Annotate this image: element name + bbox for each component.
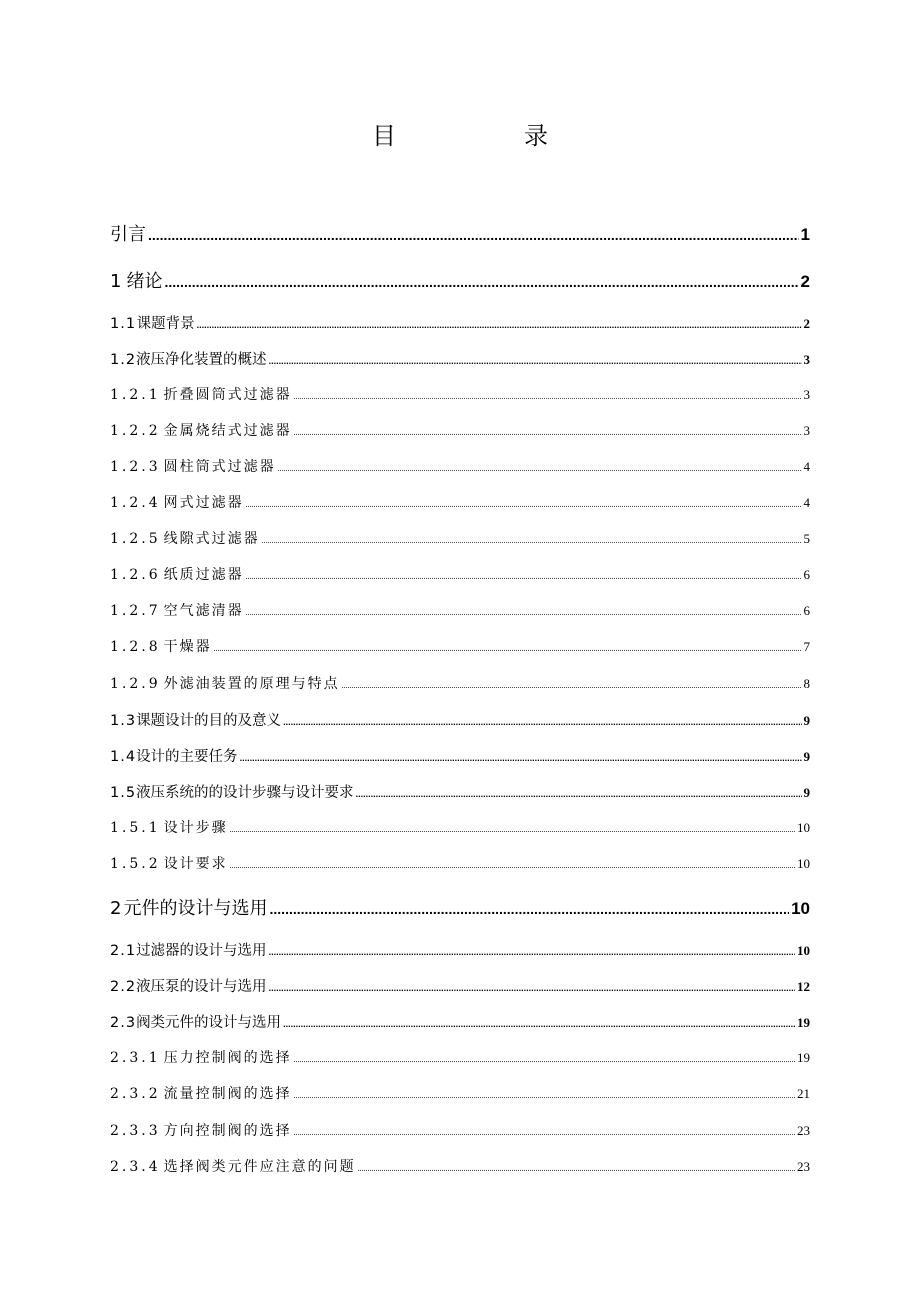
dot-leader — [294, 428, 802, 437]
toc-entry-number: 2.3.2 — [110, 1086, 161, 1102]
dot-leader — [278, 464, 802, 473]
toc-entry[interactable] — [110, 817, 810, 837]
toc-entry-title: 方向控制阀的选择 — [163, 1123, 292, 1139]
toc-entry-page: 6 — [803, 603, 810, 618]
toc-entry-page: 10 — [797, 943, 810, 958]
toc-entry-number: 1.2.3 — [110, 459, 161, 475]
toc-entry-page: 12 — [797, 979, 810, 994]
toc-entry-page: 9 — [803, 785, 810, 800]
dot-leader — [262, 536, 802, 545]
toc-entry-title: 空气滤清器 — [163, 603, 244, 619]
toc-entry[interactable] — [110, 348, 810, 369]
toc-entry-number: 2 — [110, 898, 122, 919]
dot-leader — [246, 608, 802, 617]
dot-leader — [283, 717, 801, 727]
dot-leader — [294, 392, 802, 401]
dot-leader — [246, 572, 802, 581]
toc-entry-number: 1.3 — [110, 713, 137, 729]
toc-entry[interactable] — [110, 709, 810, 730]
toc-entry-number: 1.2.5 — [110, 531, 161, 547]
toc-entry-page: 9 — [803, 713, 810, 728]
dot-leader — [230, 861, 795, 870]
toc-entry[interactable] — [110, 1047, 810, 1067]
toc-entry[interactable] — [110, 528, 810, 548]
toc-entry-page: 4 — [803, 495, 810, 510]
dot-leader — [294, 1128, 795, 1137]
toc-entry-title: 设计步骤 — [163, 820, 228, 836]
toc-entry[interactable] — [110, 1120, 810, 1140]
toc-entry-title: 流量控制阀的选择 — [163, 1086, 292, 1102]
toc-entry-page: 10 — [797, 820, 810, 835]
toc-entry-title: 纸质过滤器 — [163, 567, 244, 583]
dot-leader — [214, 644, 802, 653]
toc-entry-number: 1.2.4 — [110, 495, 161, 511]
toc-entry-number: 1.2.7 — [110, 603, 161, 619]
toc-entry-title: 液压系统的的设计步骤与设计要求 — [136, 785, 354, 801]
toc-entry-page: 21 — [797, 1086, 810, 1101]
toc-entry-number: 1.5 — [110, 785, 137, 801]
toc-entry-title: 网式过滤器 — [163, 495, 244, 511]
toc-entry[interactable] — [110, 975, 810, 996]
toc-entry-number: 2.3.3 — [110, 1123, 161, 1139]
toc-entry-number: 1.2.2 — [110, 423, 161, 439]
toc-entry-page: 10 — [797, 856, 810, 871]
toc-entry-page: 7 — [803, 639, 810, 654]
toc-entry[interactable] — [110, 673, 810, 693]
toc-entry-number: 1.5.1 — [110, 820, 161, 836]
toc-entry-page: 23 — [797, 1123, 810, 1138]
toc-entry-number: 1.2 — [110, 352, 137, 368]
dot-leader — [294, 1091, 795, 1100]
toc-entry[interactable] — [110, 1011, 810, 1032]
dot-leader — [269, 983, 795, 993]
dot-leader — [197, 320, 802, 330]
toc-entry[interactable] — [110, 853, 810, 873]
toc-entry-title: 液压泵的设计与选用 — [136, 979, 267, 995]
toc-entry-number: 2.2 — [110, 979, 137, 995]
toc-entry-number: 1.2.9 — [110, 676, 161, 692]
toc-entry-page: 23 — [797, 1159, 810, 1174]
toc-entry[interactable] — [110, 492, 810, 512]
toc-entry-page: 2 — [803, 316, 810, 331]
toc-entry-page: 19 — [797, 1050, 810, 1065]
dot-leader — [269, 356, 802, 366]
toc-entry[interactable] — [110, 564, 810, 584]
toc-entry-page: 9 — [803, 749, 810, 764]
toc-entry-title: 设计要求 — [163, 856, 228, 872]
toc-entry-page: 6 — [803, 567, 810, 582]
toc-entry-title: 引言 — [110, 224, 146, 245]
toc-entry-number: 1.4 — [110, 749, 137, 765]
dot-leader — [342, 681, 802, 690]
toc-entry-number: 1.2.6 — [110, 567, 161, 583]
toc-entry-title: 选择阀类元件应注意的问题 — [163, 1159, 356, 1175]
dot-leader — [356, 789, 802, 799]
toc-entry[interactable] — [110, 894, 810, 920]
toc-entry-title: 阀类元件的设计与选用 — [136, 1015, 282, 1031]
toc-entry[interactable] — [110, 312, 810, 333]
dot-leader — [240, 753, 802, 763]
toc-entry-title: 液压净化装置的概述 — [136, 352, 267, 368]
toc-entry-title: 干燥器 — [163, 639, 212, 655]
toc-entry-title: 绪论 — [126, 271, 163, 292]
toc-entry-title: 外滤油装置的原理与特点 — [163, 676, 340, 692]
dot-leader — [148, 227, 799, 243]
toc-entry-number: 1.2.1 — [110, 387, 161, 403]
dot-leader — [270, 901, 790, 917]
dot-leader — [165, 274, 799, 290]
toc-entry-title: 课题设计的目的及意义 — [136, 713, 282, 729]
toc-entry-number: 1.5.2 — [110, 856, 161, 872]
dot-leader — [283, 1019, 795, 1029]
toc-entry-page: 10 — [791, 899, 810, 918]
toc-entry-number: 2.3.4 — [110, 1159, 161, 1175]
toc-entry-page: 3 — [803, 387, 810, 402]
toc-entry[interactable] — [110, 939, 810, 960]
toc-entry[interactable] — [110, 600, 810, 620]
toc-entry-page: 19 — [797, 1015, 810, 1030]
toc-entry-title: 课题背景 — [136, 316, 195, 332]
dot-leader — [246, 500, 802, 509]
dot-leader — [269, 947, 795, 957]
toc-entry[interactable] — [110, 781, 810, 802]
toc-entry[interactable] — [110, 267, 810, 293]
toc-entry-title: 压力控制阀的选择 — [163, 1050, 292, 1066]
toc-entry[interactable] — [110, 220, 810, 246]
toc-entry-page: 3 — [803, 352, 810, 367]
toc-entry-title: 元件的设计与选用 — [123, 898, 268, 919]
toc-entry[interactable] — [110, 456, 810, 476]
toc-entry-title: 线隙式过滤器 — [163, 531, 260, 547]
toc-entry-page: 8 — [803, 676, 810, 691]
toc-entry-number: 1.2.8 — [110, 639, 161, 655]
toc-entry-title: 设计的主要任务 — [136, 749, 238, 765]
toc-title: 目 录 — [372, 122, 600, 150]
toc-entry[interactable] — [110, 384, 810, 404]
toc-entry[interactable] — [110, 420, 810, 440]
toc-entry-page: 5 — [803, 531, 810, 546]
toc-entry-title: 折叠圆筒式过滤器 — [163, 387, 292, 403]
toc-entry[interactable] — [110, 636, 810, 656]
toc-entry-page: 4 — [803, 459, 810, 474]
toc-entry-page: 1 — [800, 225, 810, 244]
dot-leader — [294, 1055, 795, 1064]
toc-entry-title: 过滤器的设计与选用 — [136, 943, 267, 959]
dot-leader — [358, 1164, 795, 1173]
toc-entry-page: 2 — [800, 272, 810, 291]
dot-leader — [230, 825, 795, 834]
toc-entry-number: 2.3.1 — [110, 1050, 161, 1066]
toc-entry-title: 圆柱筒式过滤器 — [163, 459, 276, 475]
toc-entry-title: 金属烧结式过滤器 — [163, 423, 292, 439]
toc-entry-number: 2.3 — [110, 1015, 137, 1031]
toc-entry-number: 1 — [110, 271, 122, 292]
toc-entry-number: 1.1 — [110, 316, 137, 332]
toc-entry[interactable] — [110, 745, 810, 766]
toc-entry[interactable] — [110, 1156, 810, 1176]
toc-entry-page: 3 — [803, 423, 810, 438]
toc-entry-number: 2.1 — [110, 943, 137, 959]
toc-entry[interactable] — [110, 1083, 810, 1103]
